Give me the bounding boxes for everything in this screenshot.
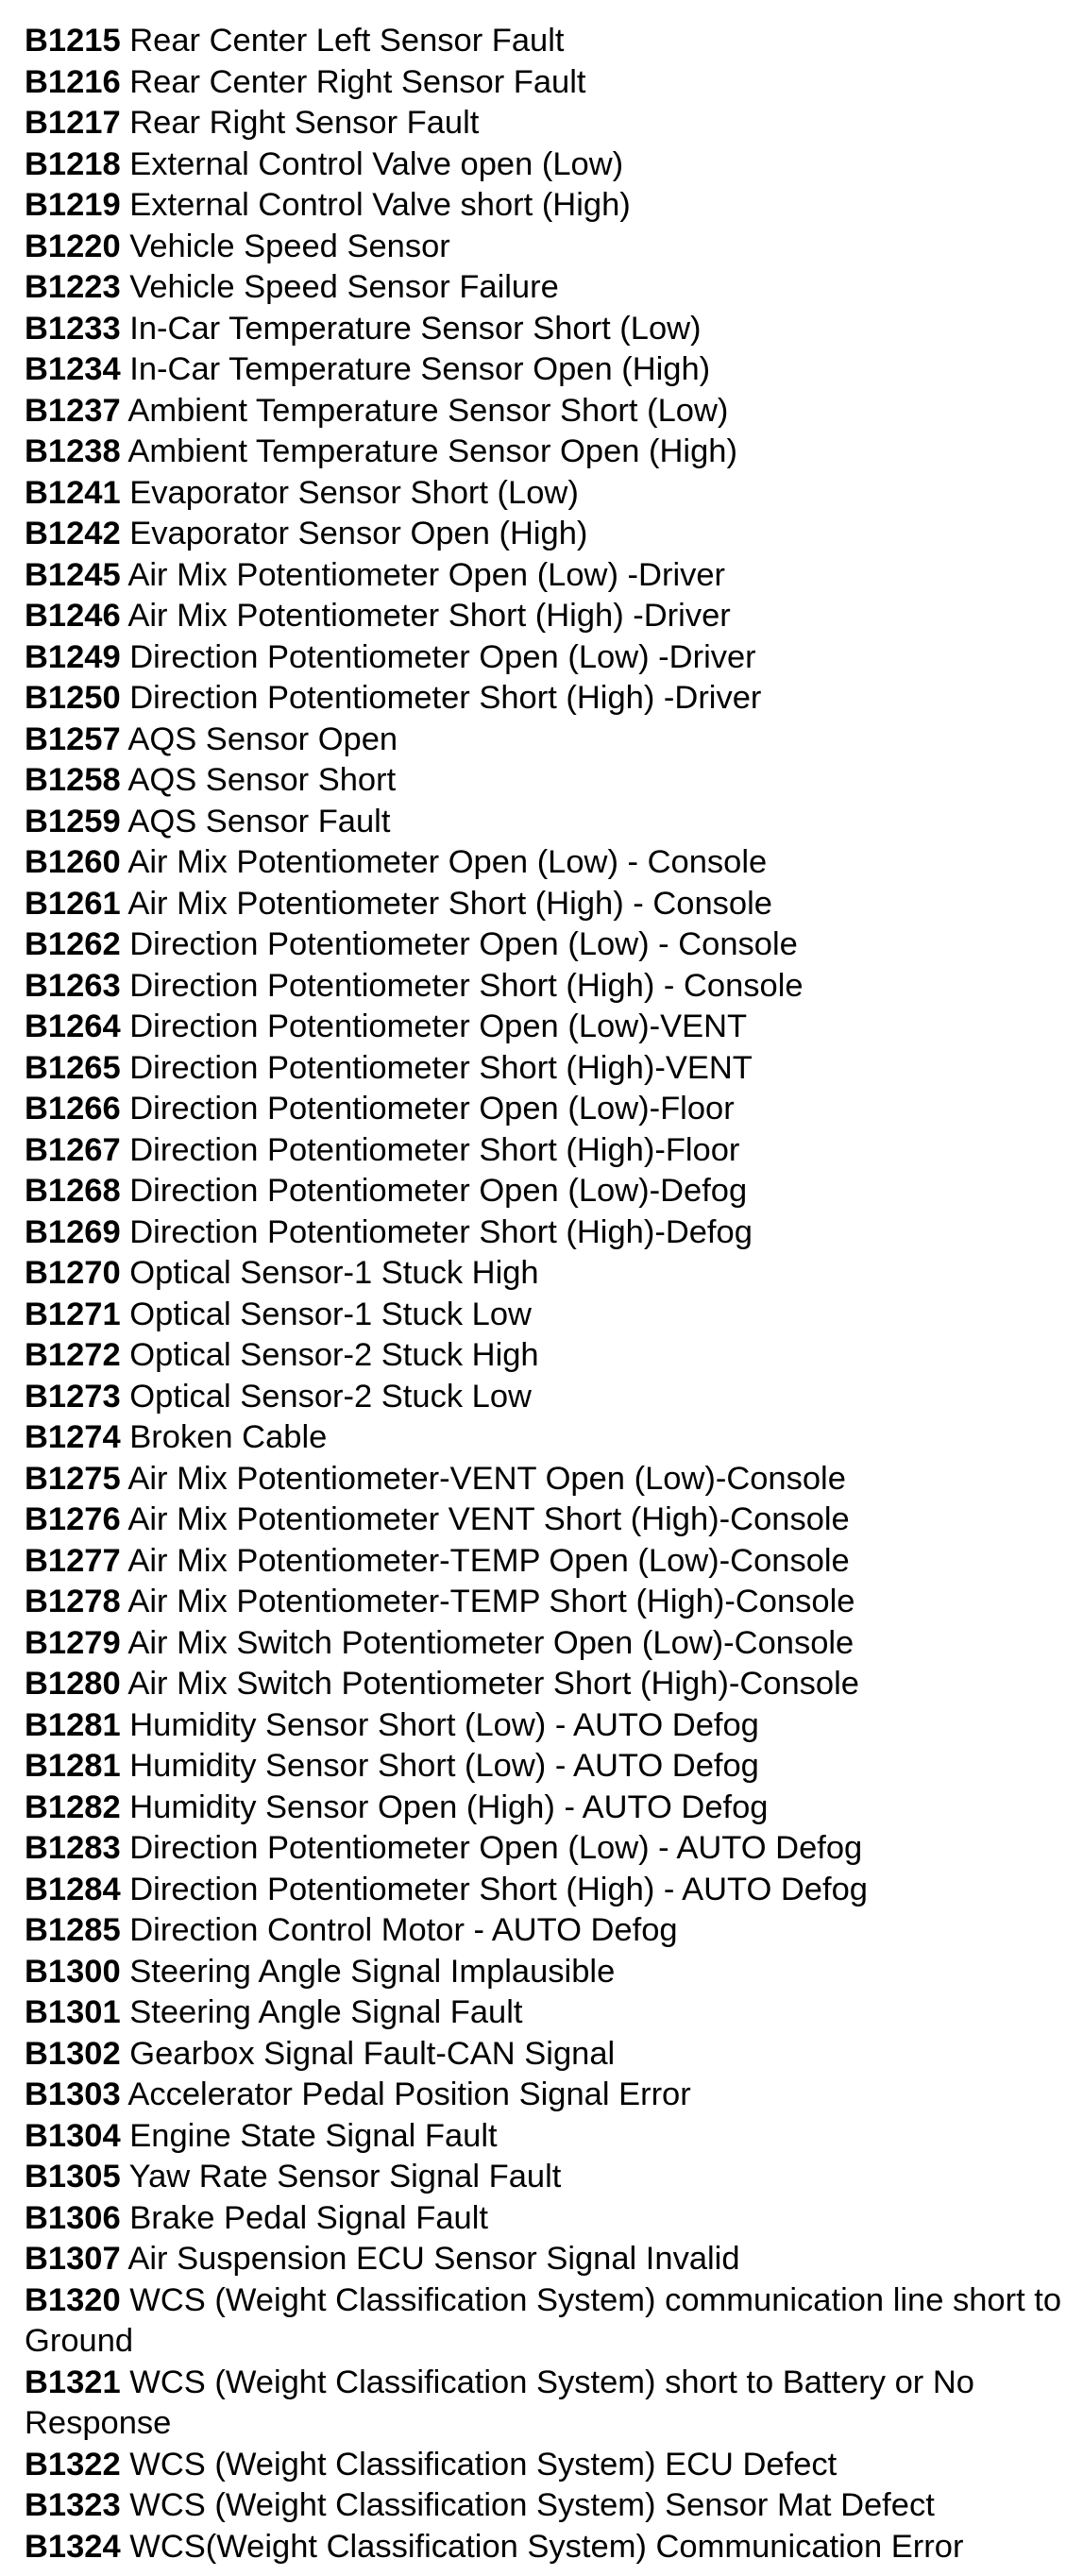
fault-code-entry [25,2198,1068,2240]
fault-code-description: Vehicle Speed Sensor Failure [129,269,559,305]
fault-code-description: Direction Control Motor - AUTO Defog [129,1912,678,1948]
fault-code-id: B1284 [25,1871,121,1907]
fault-code-id: B1279 [25,1624,121,1661]
fault-code-description: WCS (Weight Classification System) Sensor Mat Defect [129,2487,935,2523]
fault-code-id: B1283 [25,1830,121,1866]
fault-code-description: Direction Potentiometer Open (Low)-Defog [129,1173,748,1209]
fault-code-entry [25,62,1068,104]
fault-code-entry [25,637,1068,679]
fault-code-id: B1262 [25,926,121,962]
fault-code-entry [25,2485,1068,2527]
fault-code-description: In-Car Temperature Sensor Short (Low) [129,310,702,347]
fault-code-id: B1270 [25,1255,121,1291]
fault-code-entry [25,2445,1068,2486]
fault-code-id: B1285 [25,1912,121,1948]
fault-code-entry [25,514,1068,555]
fault-code-entry [25,1130,1068,1172]
fault-code-entry [25,760,1068,802]
fault-code-description: Accelerator Pedal Position Signal Error [127,2076,691,2112]
fault-code-entry [25,1870,1068,1911]
fault-code-id: B1223 [25,269,121,305]
fault-code-description: Evaporator Sensor Short (Low) [129,474,579,511]
fault-code-entry [25,432,1068,473]
fault-code-list [25,21,1068,2568]
fault-code-id: B1275 [25,1460,121,1497]
fault-code-description: Air Mix Potentiometer-TEMP Short (High)-Console [127,1584,855,1619]
fault-code-description: External Control Valve short (High) [129,187,631,223]
fault-code-description: Direction Potentiometer Short (High) - Console [129,967,804,1004]
fault-code-id: B1246 [25,598,121,634]
fault-code-description: Optical Sensor-2 Stuck Low [129,1378,532,1415]
fault-code-description: Steering Angle Signal Implausible [129,1953,616,1990]
fault-code-description: Optical Sensor-2 Stuck High [129,1337,539,1373]
fault-code-id: B1276 [25,1501,121,1537]
fault-code-entry [25,21,1068,62]
fault-code-id: B1320 [25,2281,121,2318]
fault-code-description: Direction Potentiometer Short (High)-VENT [129,1049,753,1086]
fault-code-description: Evaporator Sensor Open (High) [129,516,588,551]
fault-code-entry [25,391,1068,432]
fault-code-entry [25,555,1068,597]
fault-code-id: B1260 [25,844,121,880]
fault-code-entry [25,1500,1068,1541]
fault-code-id: B1321 [25,2364,121,2400]
fault-code-id: B1301 [25,1994,121,2030]
fault-code-entry [25,884,1068,925]
fault-code-id: B1305 [25,2159,121,2195]
fault-code-id: B1242 [25,516,121,551]
fault-code-entry [25,1582,1068,1623]
fault-code-id: B1217 [25,105,121,141]
fault-code-description: Ambient Temperature Sensor Open (High) [127,433,737,469]
fault-code-id: B1233 [25,310,121,347]
fault-code-id: B1234 [25,351,121,387]
fault-code-id: B1218 [25,145,121,182]
fault-code-id: B1220 [25,228,121,264]
fault-code-description: Direction Potentiometer Open (Low)-Floor [129,1091,735,1127]
fault-code-entry [25,349,1068,391]
fault-code-entry [25,966,1068,1008]
fault-code-id: B1249 [25,638,121,675]
fault-code-id: B1219 [25,187,121,223]
fault-code-entry [25,2363,1068,2445]
fault-code-id: B1302 [25,2035,121,2072]
fault-code-entry [25,1007,1068,1048]
fault-code-id: B1274 [25,1419,121,1455]
fault-code-entry [25,596,1068,637]
fault-code-entry [25,144,1068,186]
fault-code-id: B1281 [25,1706,121,1743]
fault-code-entry [25,267,1068,309]
fault-code-entry [25,1295,1068,1336]
fault-code-description: Engine State Signal Fault [129,2117,498,2154]
fault-code-description: Direction Potentiometer Short (High)-Floor [129,1131,740,1168]
fault-code-description: Vehicle Speed Sensor [129,228,450,264]
fault-code-id: B1300 [25,1953,121,1990]
fault-code-description: Rear Center Right Sensor Fault [129,63,586,100]
fault-code-entry [25,2116,1068,2158]
fault-code-entry [25,2034,1068,2076]
fault-code-id: B1267 [25,1131,121,1168]
fault-code-id: B1306 [25,2199,121,2236]
fault-code-description: AQS Sensor Fault [127,803,391,839]
fault-code-id: B1324 [25,2528,121,2565]
fault-code-description: Humidity Sensor Short (Low) - AUTO Defog [129,1748,759,1784]
fault-code-description: Air Mix Potentiometer-VENT Open (Low)-Console [127,1460,846,1497]
fault-code-entry [25,924,1068,966]
fault-code-description: Optical Sensor-1 Stuck High [129,1255,539,1291]
fault-code-entry [25,1828,1068,1870]
fault-code-entry [25,1705,1068,1747]
fault-code-id: B1269 [25,1213,121,1250]
fault-code-entry [25,185,1068,227]
fault-code-entry [25,1048,1068,1090]
fault-code-entry [25,103,1068,144]
fault-code-description: Direction Potentiometer Open (Low) - AUTO Defog [129,1830,863,1866]
fault-code-description: Air Mix Potentiometer VENT Short (High)-Console [127,1501,850,1537]
fault-code-entry [25,2075,1068,2116]
fault-code-description: Direction Potentiometer Short (High)-Defog [129,1213,753,1250]
fault-code-entry [25,1377,1068,1418]
fault-code-description: Broken Cable [129,1419,328,1455]
fault-code-id: B1264 [25,1008,121,1044]
fault-code-id: B1259 [25,803,121,839]
fault-code-description: Air Mix Potentiometer Open (Low) -Driver [127,556,726,593]
fault-code-id: B1273 [25,1378,121,1415]
fault-code-entry [25,802,1068,843]
fault-code-entry [25,309,1068,350]
fault-code-entry [25,1459,1068,1500]
fault-code-entry [25,2239,1068,2280]
fault-code-entry [25,678,1068,720]
fault-code-description: WCS (Weight Classification System) communication line short to Ground [25,2281,1062,2359]
fault-code-entry [25,1212,1068,1254]
fault-code-entry [25,1952,1068,1993]
fault-code-description: AQS Sensor Open [127,720,398,757]
fault-code-description: Air Mix Switch Potentiometer Short (High)-Console [127,1666,859,1702]
fault-code-entry [25,1541,1068,1583]
fault-code-entry [25,842,1068,884]
fault-code-description: Air Mix Potentiometer Short (High) -Driver [127,598,731,634]
fault-code-entry [25,1788,1068,1829]
fault-code-entry [25,1171,1068,1212]
fault-code-id: B1272 [25,1337,121,1373]
fault-code-description: AQS Sensor Short [127,762,397,798]
fault-code-entry [25,1746,1068,1788]
fault-code-description: Direction Potentiometer Short (High) -Driver [129,680,762,716]
fault-code-entry [25,1335,1068,1377]
fault-code-id: B1265 [25,1049,121,1086]
fault-code-id: B1304 [25,2117,121,2154]
fault-code-description: WCS (Weight Classification System) ECU Defect [129,2446,838,2483]
fault-code-id: B1266 [25,1091,121,1127]
fault-code-description: External Control Valve open (Low) [129,145,624,182]
fault-code-entry [25,473,1068,515]
fault-code-id: B1303 [25,2076,121,2112]
fault-code-id: B1250 [25,680,121,716]
fault-code-description: Air Mix Potentiometer-TEMP Open (Low)-Console [127,1542,850,1579]
fault-code-description: Direction Potentiometer Short (High) - AUTO Defog [129,1871,868,1907]
fault-code-description: Humidity Sensor Short (Low) - AUTO Defog [129,1706,759,1743]
fault-code-entry [25,1417,1068,1459]
fault-code-description: Direction Potentiometer Open (Low)-VENT [129,1008,748,1044]
fault-code-id: B1237 [25,392,121,429]
fault-code-id: B1261 [25,885,121,922]
fault-code-id: B1323 [25,2487,121,2523]
fault-code-id: B1216 [25,63,121,100]
fault-code-description: In-Car Temperature Sensor Open (High) [129,351,711,387]
fault-code-entry [25,2157,1068,2198]
fault-code-entry [25,1623,1068,1665]
fault-code-description: Brake Pedal Signal Fault [129,2199,488,2236]
fault-code-entry [25,1089,1068,1130]
fault-code-description: Air Mix Switch Potentiometer Open (Low)-Console [127,1624,855,1661]
fault-code-entry [25,2280,1068,2363]
fault-code-id: B1215 [25,23,121,59]
fault-code-description: Direction Potentiometer Open (Low) - Console [129,926,798,962]
fault-code-description: Air Suspension ECU Sensor Signal Invalid [127,2241,740,2277]
fault-code-id: B1322 [25,2446,121,2483]
fault-code-id: B1241 [25,474,121,511]
fault-code-description: Humidity Sensor Open (High) - AUTO Defog [129,1788,769,1825]
fault-code-id: B1263 [25,967,121,1004]
fault-code-description: Air Mix Potentiometer Open (Low) - Console [127,844,768,880]
fault-code-entry [25,1992,1068,2034]
fault-code-id: B1277 [25,1542,121,1579]
fault-code-entry [25,2527,1068,2568]
fault-code-id: B1280 [25,1666,121,1702]
fault-code-id: B1257 [25,720,121,757]
fault-code-id: B1245 [25,556,121,593]
fault-code-description: Rear Right Sensor Fault [129,105,480,141]
fault-code-description: WCS(Weight Classification System) Communication Error [129,2528,964,2565]
fault-code-description: Air Mix Potentiometer Short (High) - Console [127,885,772,922]
fault-code-id: B1282 [25,1788,121,1825]
fault-code-description: WCS (Weight Classification System) short to Battery or No Response [25,2364,974,2441]
fault-code-entry [25,720,1068,761]
fault-code-id: B1278 [25,1584,121,1619]
fault-code-id: B1268 [25,1173,121,1209]
fault-code-id: B1307 [25,2241,121,2277]
fault-code-description: Rear Center Left Sensor Fault [129,23,565,59]
fault-code-entry [25,1664,1068,1705]
fault-code-description: Gearbox Signal Fault-CAN Signal [129,2035,616,2072]
fault-code-entry [25,1910,1068,1952]
fault-code-description: Steering Angle Signal Fault [129,1994,523,2030]
fault-code-description: Direction Potentiometer Open (Low) -Driver [129,638,756,675]
fault-code-description: Optical Sensor-1 Stuck Low [129,1296,532,1332]
fault-code-id: B1258 [25,762,121,798]
fault-code-id: B1271 [25,1296,121,1332]
fault-code-description: Ambient Temperature Sensor Short (Low) [127,392,729,429]
fault-code-id: B1281 [25,1748,121,1784]
fault-code-entry [25,1253,1068,1295]
fault-code-description: Yaw Rate Sensor Signal Fault [128,2159,562,2195]
fault-code-entry [25,227,1068,268]
fault-code-id: B1238 [25,433,121,469]
